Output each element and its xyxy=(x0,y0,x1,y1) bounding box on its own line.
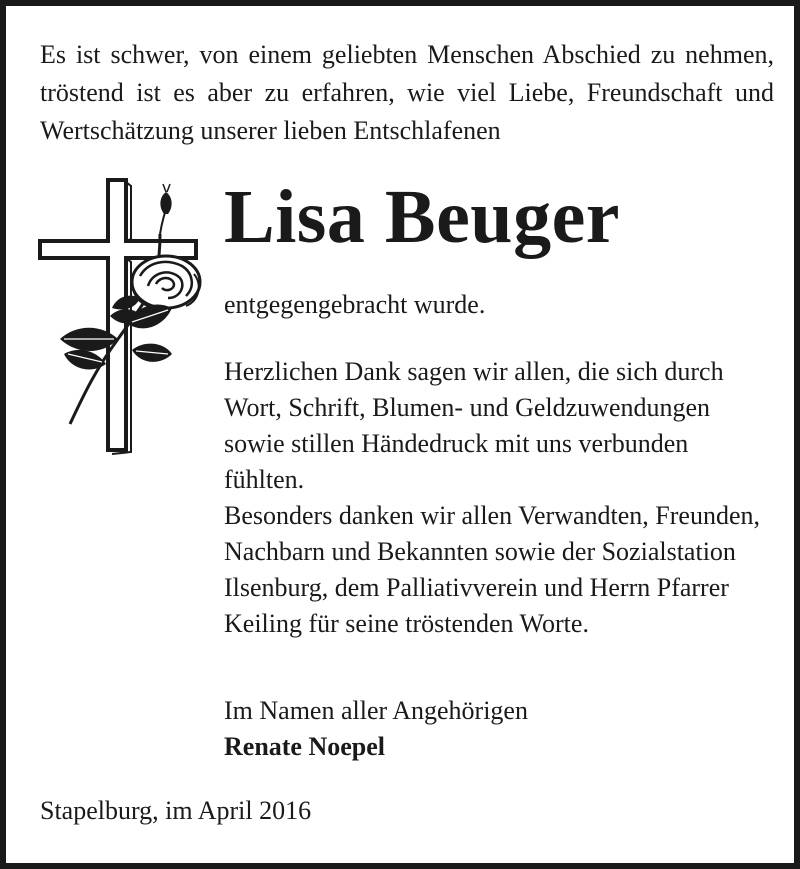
received-text: entgegengebracht wurde. xyxy=(224,290,486,319)
rose-bud xyxy=(160,192,171,214)
signoff-line: Im Namen aller Angehörigen xyxy=(224,696,528,725)
thanks-paragraph-2: Besonders danken wir allen Verwandten, Freunden, Nachbarn und Bekannten sowie der Sozialstation Ilsenburg, dem Palliativverein und Herrn Pfarrer Keiling für seine tröstenden Worte. xyxy=(224,501,760,638)
thanks-paragraph-1: Herzlichen Dank sagen wir allen, die sich durch Wort, Schrift, Blumen- und Geldzuwendungen sowie stillen Händedruck mit uns verbunden fühlten. xyxy=(224,357,724,494)
cross-with-rose-icon xyxy=(36,174,206,464)
intro-text: Es ist schwer, von einem geliebten Menschen Abschied zu nehmen, tröstend ist es aber zu erfahren, wie viel Liebe, Freundschaft und Wertschätzung unserer lieben Entschlafenen xyxy=(40,40,774,145)
signoff xyxy=(224,693,528,765)
rose-bloom xyxy=(132,256,200,309)
cross-rose-graphic xyxy=(36,174,206,464)
rose-bud-sepals xyxy=(163,184,170,192)
place-date: Stapelburg, im April 2016 xyxy=(40,796,312,825)
thanks-section xyxy=(224,354,774,642)
deceased-name: Lisa Beuger xyxy=(224,175,621,259)
signer-name: Renate Noepel xyxy=(224,732,386,761)
